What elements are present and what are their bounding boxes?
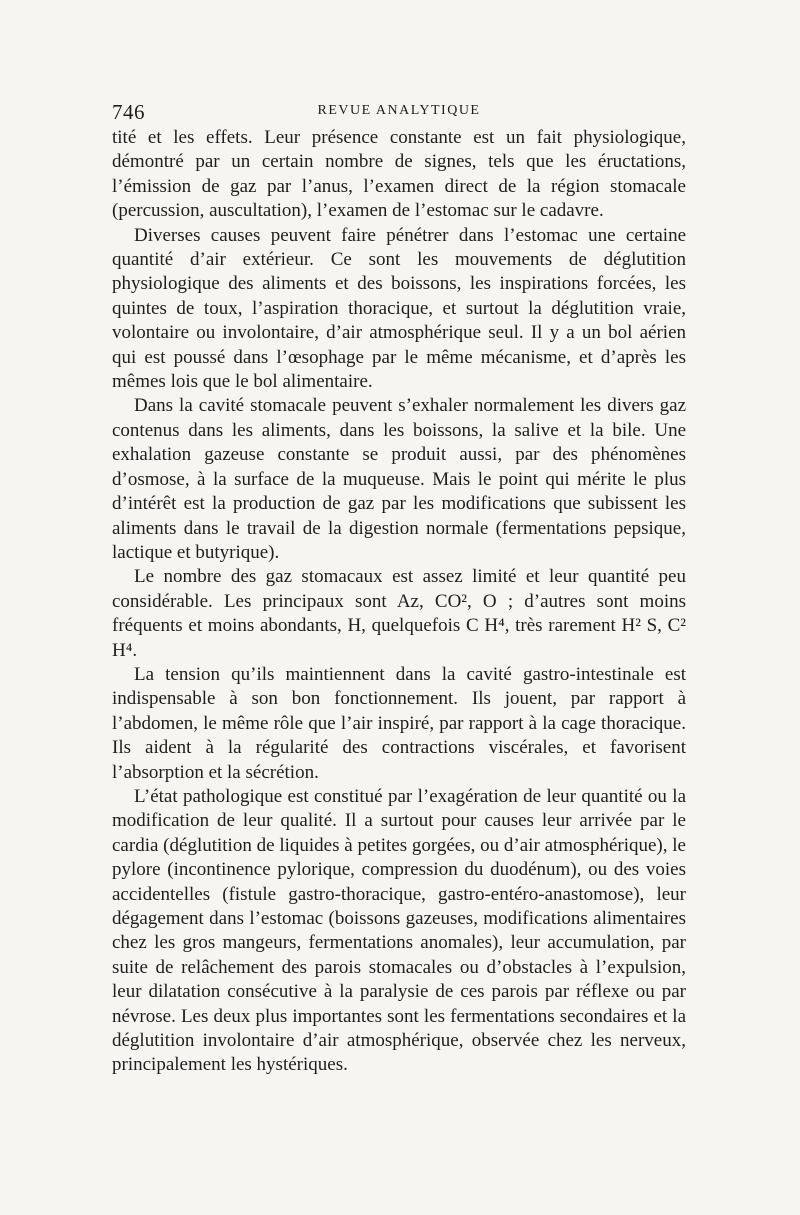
paragraph-continuation: tité et les effets. Leur présence constante est un fait physiologique, démontré par un certain nombre de signes, tels que les éructations, l’émission de gaz par l’anus, l’examen direct de la région stomacale (percussion, auscultation), l’examen de l’estomac sur le cadavre. <box>112 127 686 222</box>
paragraph-air-causes: Diverses causes peuvent faire pénétrer dans l’estomac une certaine quantité d’air extérieur. Ce sont les mouvements de déglutition physiologique des aliments et des boissons, les inspirations forcées, les quintes de toux, l’aspiration thoracique, et surtout la déglutition vraie, volontaire ou involontaire, d’air atmosphérique seul. Il y a un bol aérien qui est poussé dans l’œsophage par le même mécanisme, et d’après les mêmes lois que le bol alimentaire. <box>112 224 686 393</box>
paragraph-gas-count: Le nombre des gaz stomacaux est assez limité et leur quantité peu considérable. Les principaux sont Az, CO², O ; d’autres sont moins fréquents et moins abondants, H, quelquefois C H⁴, très rarement H² S, C² H⁴. <box>112 566 686 661</box>
page-header <box>112 96 686 128</box>
running-title: REVUE ANALYTIQUE <box>317 103 481 118</box>
paragraph-gas-exhalation: Dans la cavité stomacale peuvent s’exhaler normalement les divers gaz contenus dans les aliments, dans les boissons, la salive et la bile. Une exhalation gazeuse constante se produit aussi, par des phénomènes d’osmose, à la surface de la muqueuse. Mais le point qui mérite le plus d’intérêt est la production de gaz par les modifications que subissent les aliments dans le travail de la digestion normale (fermentations pepsique, lactique et butyrique). <box>112 395 686 563</box>
body-text <box>112 126 686 1078</box>
paragraph-pathology: L’état pathologique est constitué par l’exagération de leur quantité ou la modification de leur qualité. Il a surtout pour causes leur arrivée par le cardia (déglutition de liquides à petites gorgées, ou d’air atmosphérique), le pylore (incontinence pylorique, compression du duodénum), ou des voies accidentelles (fistule gastro-thoracique, gastro-entéro-anastomose), leur dégagement dans l’estomac (boissons gazeuses, modifications alimentaires chez les gros mangeurs, fermentations anomales), leur accumulation, par suite de relâchement des parois stomacales ou d’obstacles à l’expulsion, leur dilatation consécutive à la paralysie de ces parois par réflexe ou par névrose. Les deux plus importantes sont les fermentations secondaires et la déglutition involontaire d’air atmosphérique, observée chez les nerveux, principalement les hystériques. <box>112 785 686 1076</box>
paragraph-tension: La tension qu’ils maintiennent dans la cavité gastro-intestinale est indispensable à son bon fonctionnement. Ils jouent, par rapport à l’abdomen, le même rôle que l’air inspiré, par rapport à la cage thoracique. Ils aident à la régularité des contractions viscérales, et favorisent l’absorption et la sécrétion. <box>112 663 686 783</box>
page-number: 746 <box>112 100 145 124</box>
